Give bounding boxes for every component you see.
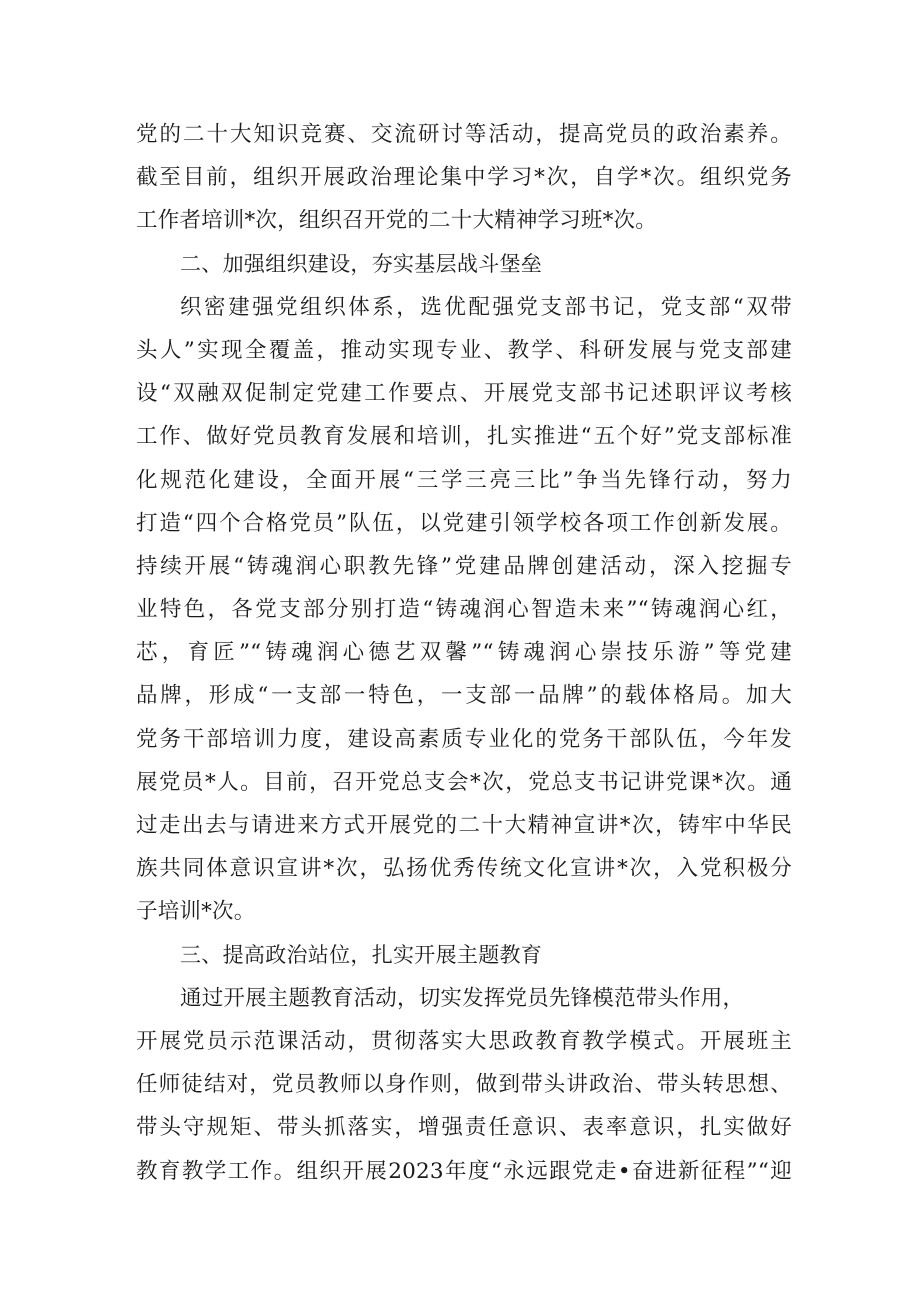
paragraph-line: 头人”实现全覆盖，推动实现专业、教学、科研发展与党支部建 — [136, 337, 792, 363]
paragraph-line: 子培训*次。 — [136, 899, 256, 925]
section-heading-3: 三、提高政治站位，扎实开展主题教育 — [180, 942, 543, 967]
paragraph-line: 开展党员示范课活动，贯彻落实大思政教育教学模式。开展班主 — [136, 1028, 792, 1054]
paragraph-line: 打造“四个合格党员”队伍，以党建引领学校各项工作创新发展。 — [136, 510, 792, 536]
paragraph-line: 带头守规矩、带头抓落实，增强责任意识、表率意识，扎实做好 — [136, 1115, 792, 1141]
paragraph-line: 教育教学工作。组织开展2023年度“永远跟党走•奋进新征程”“迎 — [136, 1158, 792, 1184]
section-heading-2: 二、加强组织建设，夯实基层战斗堡垒 — [180, 251, 543, 276]
paragraph-line: 织密建强党组织体系，选优配强党支部书记，党支部“双带 — [180, 294, 792, 320]
paragraph-line: 芯，育匠”“铸魂润心德艺双馨”“铸魂润心崇技乐游”等党建 — [136, 640, 792, 666]
paragraph-line: 党务干部培训力度，建设高素质专业化的党务干部队伍，今年发 — [136, 726, 792, 752]
paragraph-line: 党的二十大知识竞赛、交流研讨等活动，提高党员的政治素养。 — [136, 122, 792, 147]
paragraph-line: 工作、做好党员教育发展和培训，扎实推进“五个好”党支部标准 — [136, 424, 792, 450]
paragraph-line: 设“双融双促制定党建工作要点、开展党支部书记述职评议考核 — [136, 381, 792, 407]
paragraph-line: 过走出去与请进来方式开展党的二十大精神宣讲*次，铸牢中华民 — [136, 813, 792, 838]
paragraph-line: 工作者培训*次，组织召开党的二十大精神学习班*次。 — [136, 208, 658, 234]
paragraph-line: 化规范化建设，全面开展“三学三亮三比”争当先锋行动，努力 — [136, 467, 792, 493]
paragraph-line: 任师徒结对，党员教师以身作则，做到带头讲政治、带头转思想、 — [136, 1072, 792, 1098]
paragraph-line: 族共同体意识宣讲*次，弘扬优秀传统文化宣讲*次，入党积极分 — [136, 856, 792, 882]
paragraph-line: 截至目前，组织开展政治理论集中学习*次，自学*次。组织党务 — [136, 165, 792, 191]
paragraph-line: 品牌，形成“一支部一特色，一支部一品牌”的载体格局。加大 — [136, 683, 792, 709]
document-body — [136, 113, 792, 1193]
paragraph-line: 业特色，各党支部分别打造“铸魂润心智造未来”“铸魂润心红， — [136, 597, 792, 623]
paragraph-line: 通过开展主题教育活动，切实发挥党员先锋模范带头作用， — [180, 985, 745, 1011]
paragraph-line: 持续开展“铸魂润心职教先锋”党建品牌创建活动，深入挖掘专 — [136, 553, 792, 579]
paragraph-line: 展党员*人。目前，召开党总支会*次，党总支书记讲党课*次。通 — [136, 769, 792, 795]
